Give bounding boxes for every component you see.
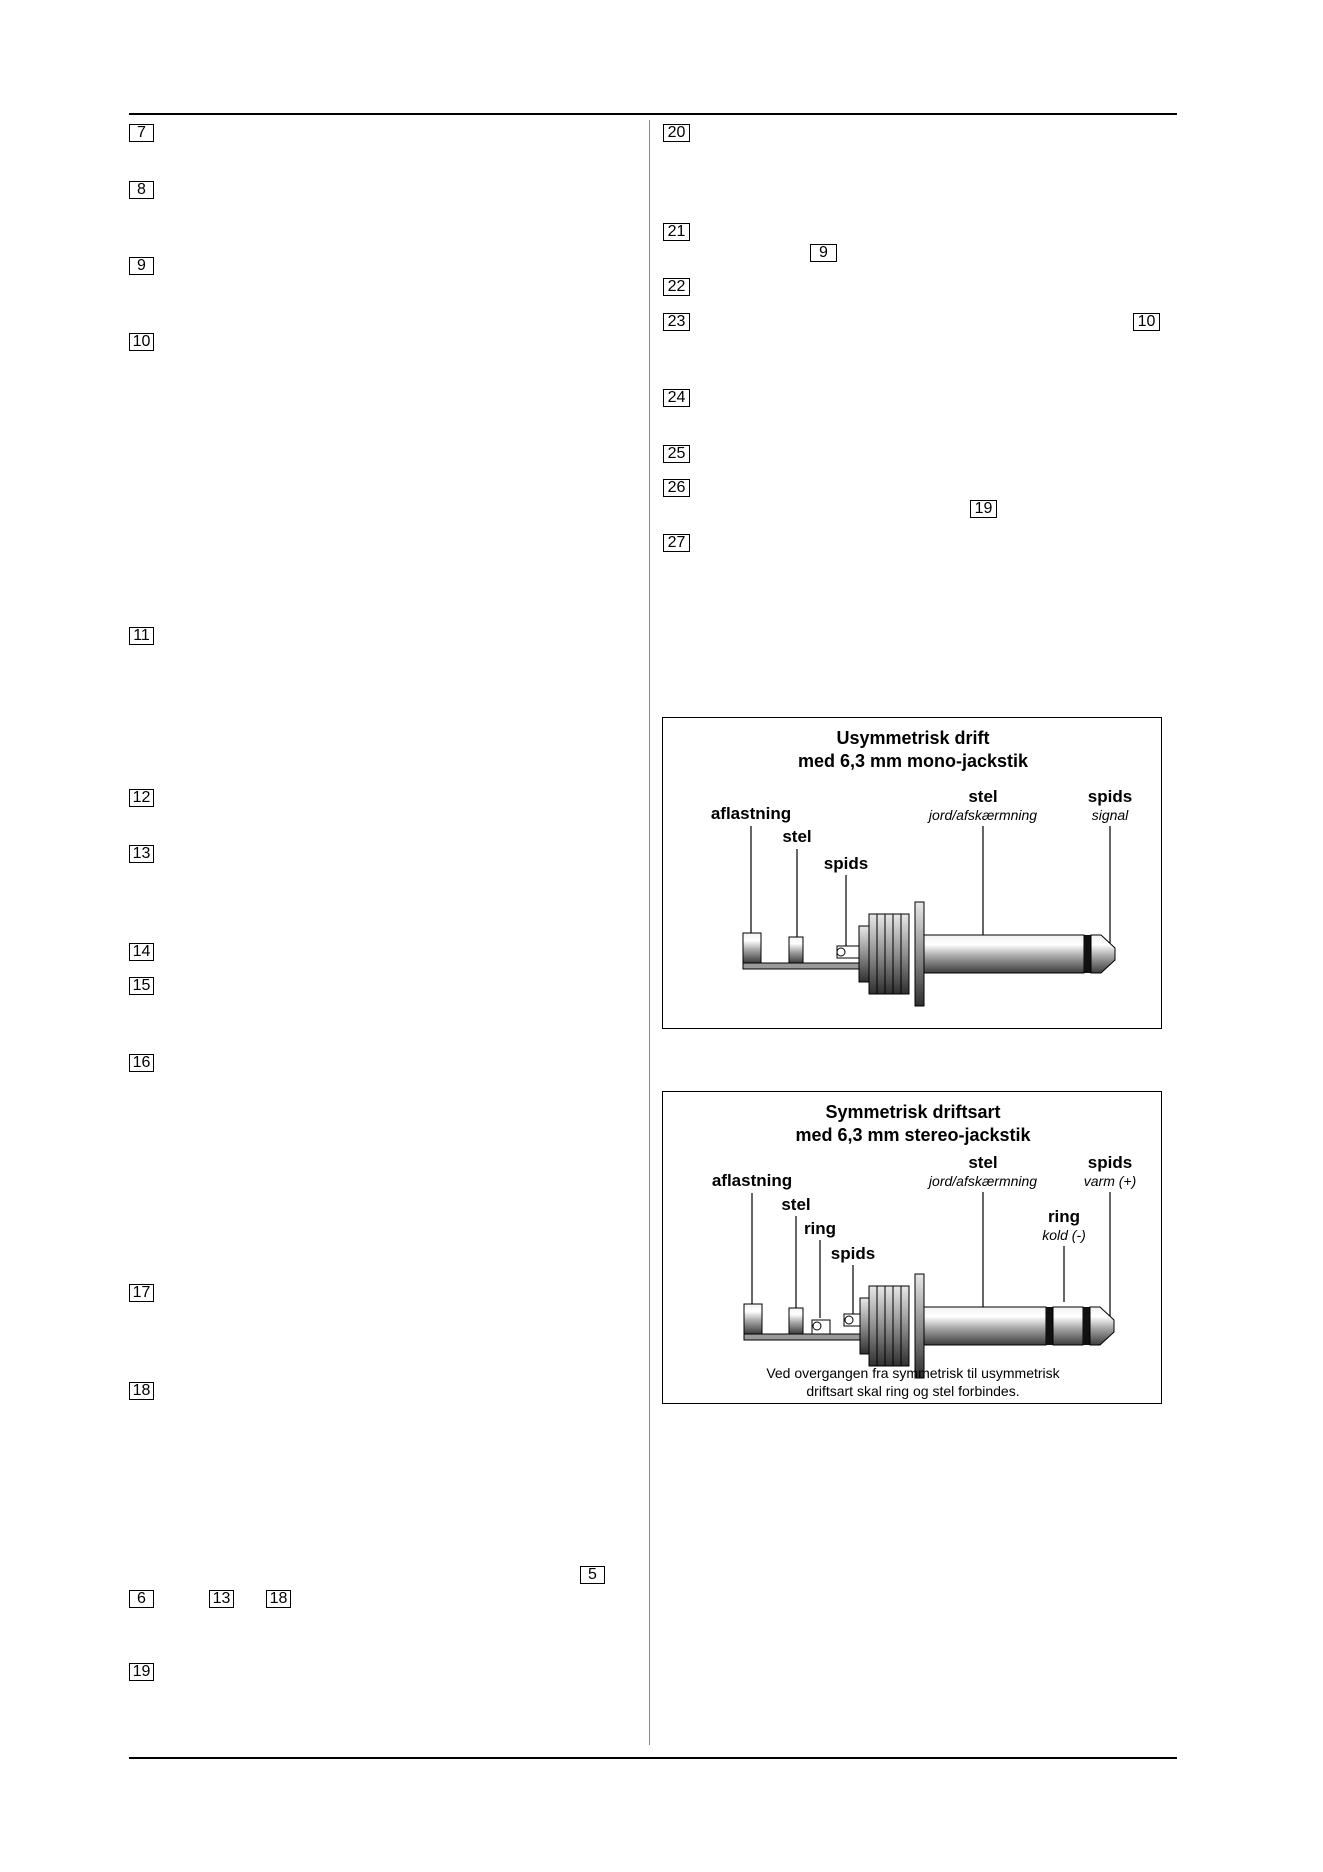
ref-badge: 24 [663,389,690,407]
ref-badge: 8 [129,181,154,199]
solder-tabs [744,1304,863,1340]
label-ring: ring [1047,1207,1081,1226]
ref-badge: 11 [129,627,154,645]
ref-badge: 10 [1133,313,1160,331]
ref-badge: 10 [129,333,154,351]
figure-mono-jack [662,717,1162,1029]
ref-badge: 18 [266,1590,291,1608]
label-ring-sub: kold (-) [1042,1227,1086,1243]
footer-rule [129,1757,1177,1759]
solder-tabs [743,933,863,969]
column-divider [649,120,650,1745]
ref-badge: 12 [129,789,154,807]
ref-badge: 21 [663,223,690,241]
mono-jack-diagram [663,718,1163,1030]
ref-badge: 23 [663,313,690,331]
ref-badge: 25 [663,445,690,463]
ref-badge: 9 [129,257,154,275]
ref-badge: 19 [970,500,997,518]
label-spids-sub: varm (+) [1083,1173,1137,1189]
figure-stereo-jack [662,1091,1162,1404]
stereo-jack-diagram [663,1092,1163,1405]
label-stel: stel [968,1153,998,1172]
ref-badge: 5 [580,1566,605,1584]
header-rule [129,113,1177,115]
label-stel-sub: jord/afskærmning [928,1173,1038,1189]
jack-threads [859,902,924,1006]
ref-badge: 13 [209,1590,234,1608]
ref-badge: 19 [129,1663,154,1681]
jack-plug [924,935,1115,973]
ref-badge: 27 [663,534,690,552]
label-spids-small: spids [823,854,869,873]
figure-title: Symmetrisk driftsart [825,1102,1001,1122]
label-stel-small: stel [781,1195,811,1214]
label-aflastning: aflastning [711,1171,793,1190]
label-spids: spids [1087,1153,1133,1172]
figure-note-line1: Ved overgangen fra symmetrisk til usymmetrisk [766,1365,1060,1381]
ref-badge: 7 [129,124,154,142]
label-spids: spids [1087,787,1133,806]
jack-threads [860,1274,924,1378]
ref-badge: 13 [129,845,154,863]
figure-subtitle: med 6,3 mm mono-jackstik [797,751,1029,771]
label-ring-small: ring [803,1219,837,1238]
figure-subtitle: med 6,3 mm stereo-jackstik [795,1125,1031,1145]
ref-badge: 26 [663,479,690,497]
figure-title: Usymmetrisk drift [836,728,990,748]
ref-badge: 20 [663,124,690,142]
ref-badge: 14 [129,943,154,961]
ref-badge: 17 [129,1284,154,1302]
figure-note-line2: driftsart skal ring og stel forbindes. [806,1383,1020,1399]
label-spids-sub: signal [1091,807,1129,823]
ref-badge: 6 [129,1590,154,1608]
label-stel-sub: jord/afskærmning [928,807,1038,823]
label-aflastning: aflastning [710,804,792,823]
label-spids-small: spids [830,1244,876,1263]
ref-badge: 9 [810,244,837,262]
ref-badge: 16 [129,1054,154,1072]
label-stel-small: stel [782,827,812,846]
ref-badge: 18 [129,1382,154,1400]
ref-badge: 15 [129,977,154,995]
ref-badge: 22 [663,278,690,296]
label-stel: stel [968,787,998,806]
jack-plug [924,1307,1114,1345]
